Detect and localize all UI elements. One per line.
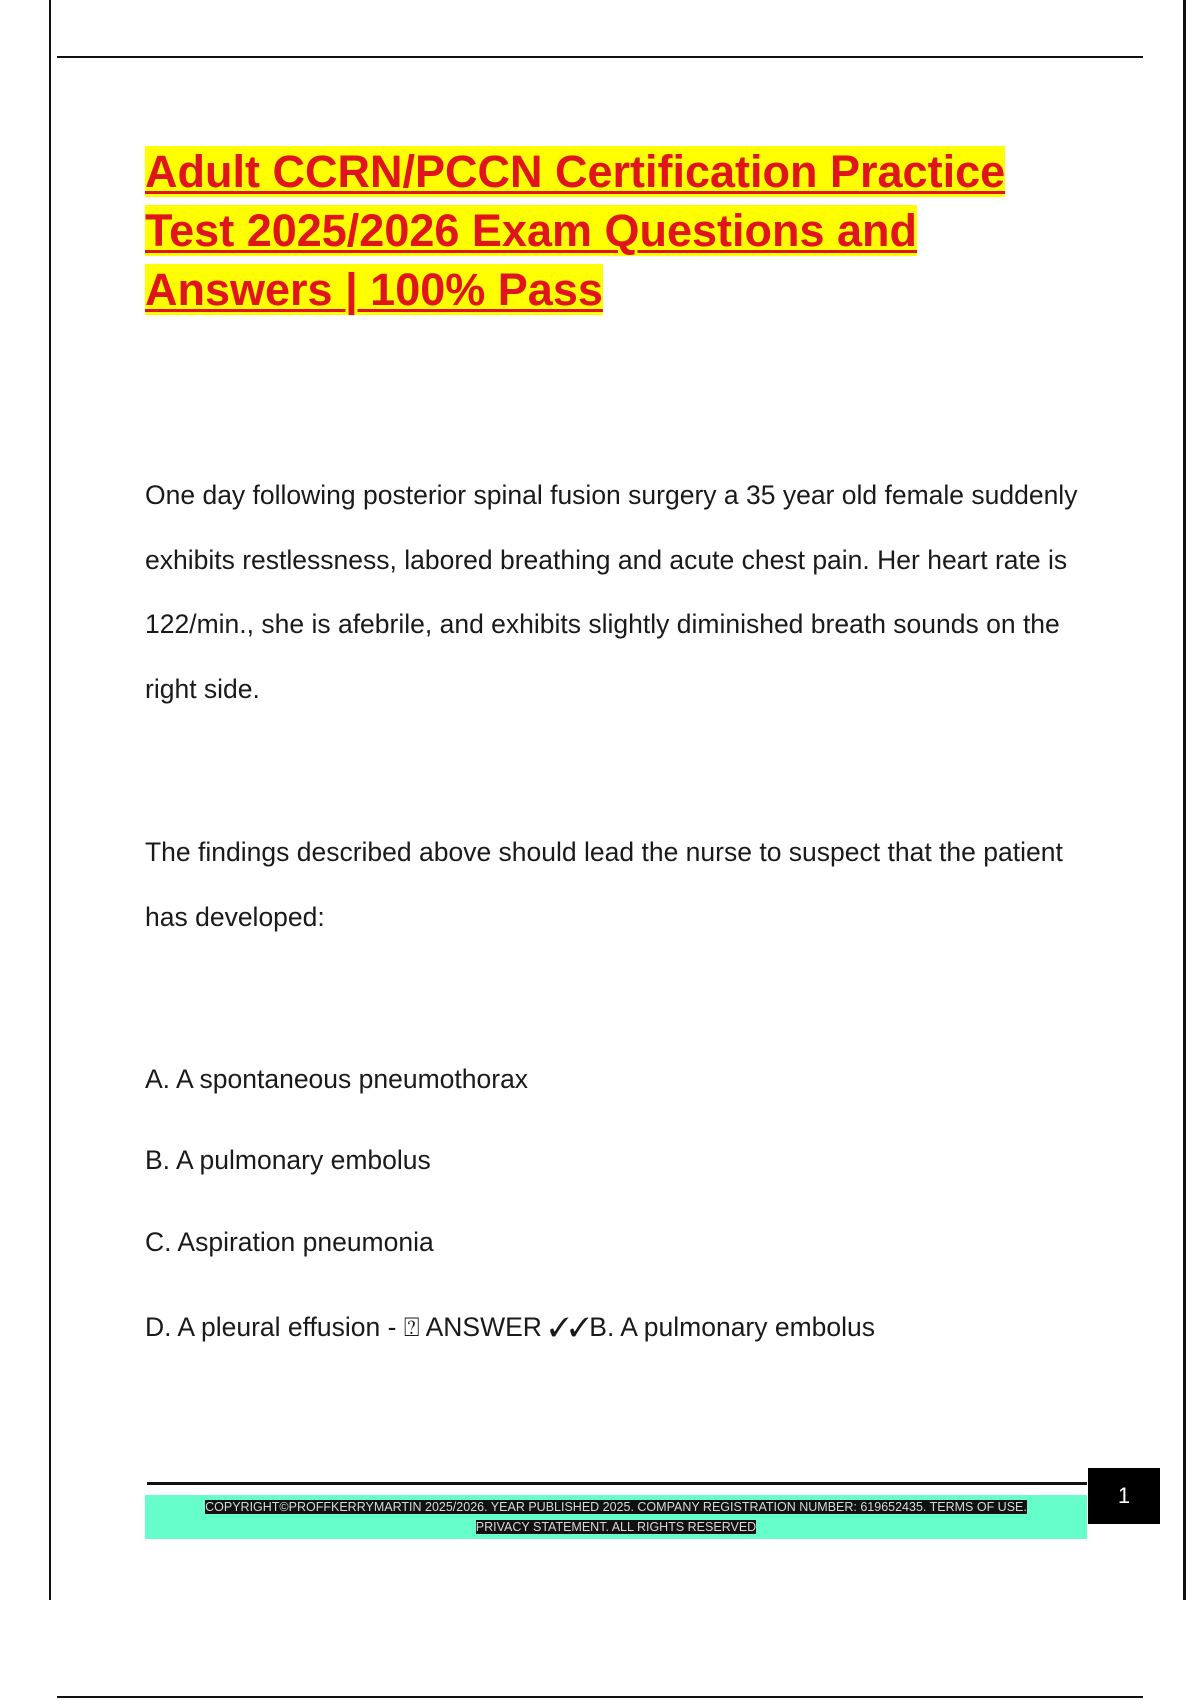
page-border-right	[1183, 0, 1186, 1600]
copyright-footer	[145, 1495, 1087, 1539]
bottom-rule	[57, 1696, 1143, 1698]
option-a: A. A spontaneous pneumothorax	[145, 1064, 529, 1094]
document-title-text: Adult CCRN/PCCN Certification Practice Test 2025/2026 Exam Questions and Answers | 100% Pass	[145, 146, 1006, 315]
page-border-left	[49, 0, 51, 1600]
question-stem: One day following posterior spinal fusion surgery a 35 year old female suddenly exhibits restlessness, labored breathing and acute chest pain. Her heart rate is 122/min., she is afebrile, and exhibits slightly diminished breath sounds on the right side.	[145, 480, 1078, 704]
copyright-line-2: PRIVACY STATEMENT. ALL RIGHTS RESERVED	[475, 1520, 757, 1534]
option-b: B. A pulmonary embolus	[145, 1145, 431, 1175]
question-prompt: The findings described above should lead the nurse to suspect that the patient has developed:	[145, 837, 1063, 932]
document-title	[145, 142, 1105, 319]
copyright-line-1: COPYRIGHT©PROFFKERRYMARTIN 2025/2026. YEAR PUBLISHED 2025. COMPANY REGISTRATION NUMBER: 619652435. TERMS OF USE.	[205, 1500, 1027, 1514]
header-rule	[57, 56, 1143, 58]
page-number: 1	[1088, 1468, 1160, 1524]
footer-rule	[147, 1482, 1087, 1485]
option-c: C. Aspiration pneumonia	[145, 1227, 434, 1257]
option-d-with-answer: D. A pleural effusion - ⍰ ANSWER ✓✓B. A pulmonary embolus	[145, 1312, 876, 1342]
